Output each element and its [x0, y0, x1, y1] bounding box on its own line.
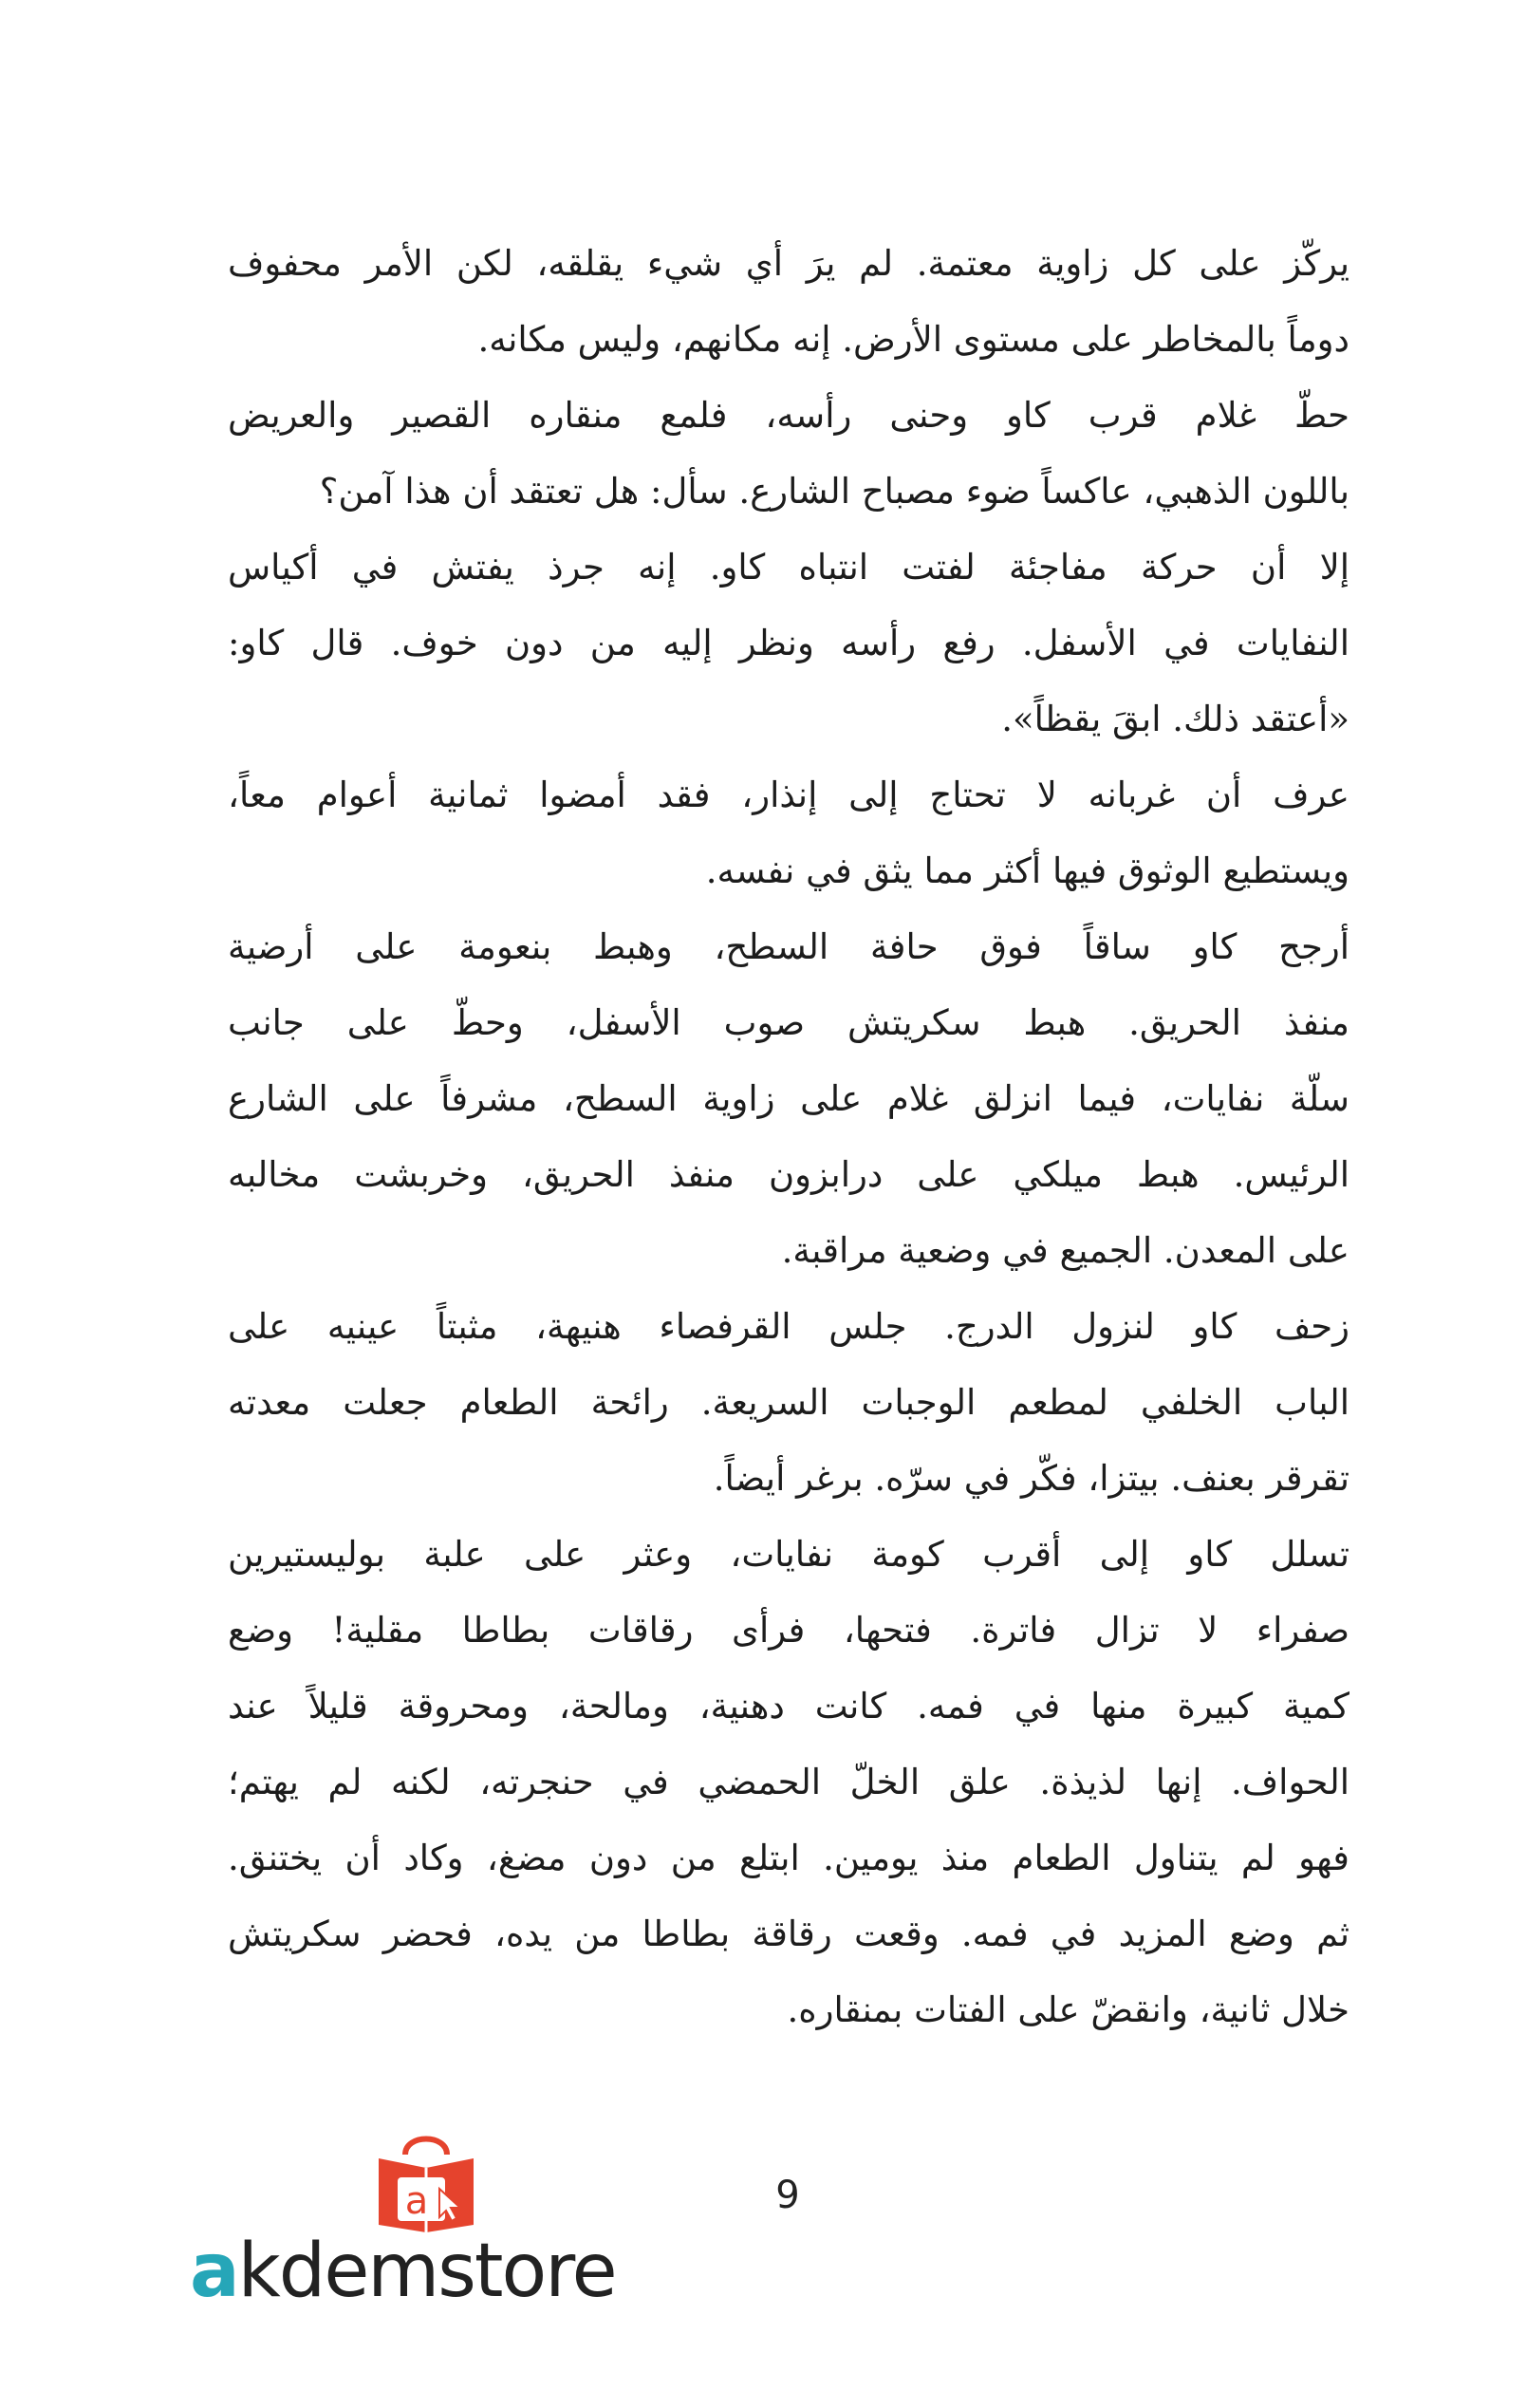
watermark-logo: [190, 2126, 721, 2314]
book-cart-icon: [375, 2126, 477, 2232]
text-line: تقرقر بعنف. بيتزا، فكّر في سرّه. برغر أيضاً.: [713, 1458, 1349, 1499]
text-line: صفراء لا تزال فاترة. فتحها، فرأى رقاقات بطاطا مقلية! وضع: [228, 1610, 1349, 1651]
text-line: ويستطيع الوثوق فيها أكثر مما يثق في نفسه.: [705, 850, 1349, 891]
text-line: خلال ثانية، وانقضّ على الفتات بمنقاره.: [787, 1989, 1349, 2030]
text-line: يركّز على كل زاوية معتمة. لم يرَ أي شيء يقلقه، لكن الأمر محفوف: [228, 243, 1349, 284]
text-line: حطّ غلام قرب كاو وحنى رأسه، فلمع منقاره القصير والعريض: [228, 395, 1349, 436]
logo-icon-letter: a: [404, 2179, 429, 2223]
text-line: سلّة نفايات، فيما انزلق غلام على زاوية السطح، مشرفاً على الشارع: [228, 1078, 1349, 1119]
text-line: الباب الخلفي لمطعم الوجبات السريعة. رائحة الطعام جعلت معدته: [228, 1382, 1349, 1423]
logo-wordmark-a: a: [190, 2229, 238, 2314]
text-line: على المعدن. الجميع في وضعية مراقبة.: [781, 1230, 1349, 1271]
paragraph: [228, 530, 1349, 757]
body-text: [228, 226, 1349, 2048]
paragraph: [228, 757, 1349, 909]
text-line: أرجح كاو ساقاً فوق حافة السطح، وهبط بنعومة على أرضية: [228, 926, 1349, 967]
paragraph: [228, 1289, 1349, 1517]
paragraph: [228, 378, 1349, 530]
text-line: ثم وضع المزيد في فمه. وقعت رقاقة بطاطا من يده، فحضر سكريتش: [228, 1913, 1349, 1954]
text-line: إلا أن حركة مفاجئة لفتت انتباه كاو. إنه جرذ يفتش في أكياس: [228, 547, 1349, 588]
logo-wordmark: [190, 2229, 616, 2314]
text-line: باللون الذهبي، عاكساً ضوء مصباح الشارع. سأل: هل تعتقد أن هذا آمن؟: [319, 471, 1349, 512]
paragraph: [228, 226, 1349, 378]
text-line: عرف أن غربانه لا تحتاج إلى إنذار، فقد أمضوا ثمانية أعوام معاً،: [228, 775, 1349, 815]
text-line: النفايات في الأسفل. رفع رأسه ونظر إليه من دون خوف. قال كاو:: [228, 623, 1349, 663]
text-line: الرئيس. هبط ميلكي على درابزون منفذ الحريق، وخربشت مخالبه: [228, 1154, 1349, 1195]
text-line: «أعتقد ذلك. ابقَ يقظاً».: [1001, 699, 1349, 739]
paragraph: [228, 909, 1349, 1289]
text-line: دوماً بالمخاطر على مستوى الأرض. إنه مكانهم، وليس مكانه.: [477, 319, 1349, 360]
text-line: الحواف. إنها لذيذة. علق الخلّ الحمضي في حنجرته، لكنه لم يهتم؛: [228, 1762, 1349, 1802]
text-line: زحف كاو لنزول الدرج. جلس القرفصاء هنيهة، مثبتاً عينيه على: [228, 1306, 1349, 1347]
text-line: منفذ الحريق. هبط سكريتش صوب الأسفل، وحطّ على جانب: [228, 1002, 1349, 1043]
logo-wordmark-rest: kdemstore: [237, 2229, 616, 2314]
paragraph: [228, 1517, 1349, 2048]
text-line: كمية كبيرة منها في فمه. كانت دهنية، ومالحة، ومحروقة قليلاً عند: [228, 1686, 1349, 1727]
text-line: فهو لم يتناول الطعام منذ يومين. ابتلع من دون مضغ، وكاد أن يختنق.: [228, 1838, 1349, 1878]
text-line: تسلل كاو إلى أقرب كومة نفايات، وعثر على علبة بوليستيرين: [228, 1534, 1349, 1575]
page-number: 9: [775, 2174, 800, 2217]
